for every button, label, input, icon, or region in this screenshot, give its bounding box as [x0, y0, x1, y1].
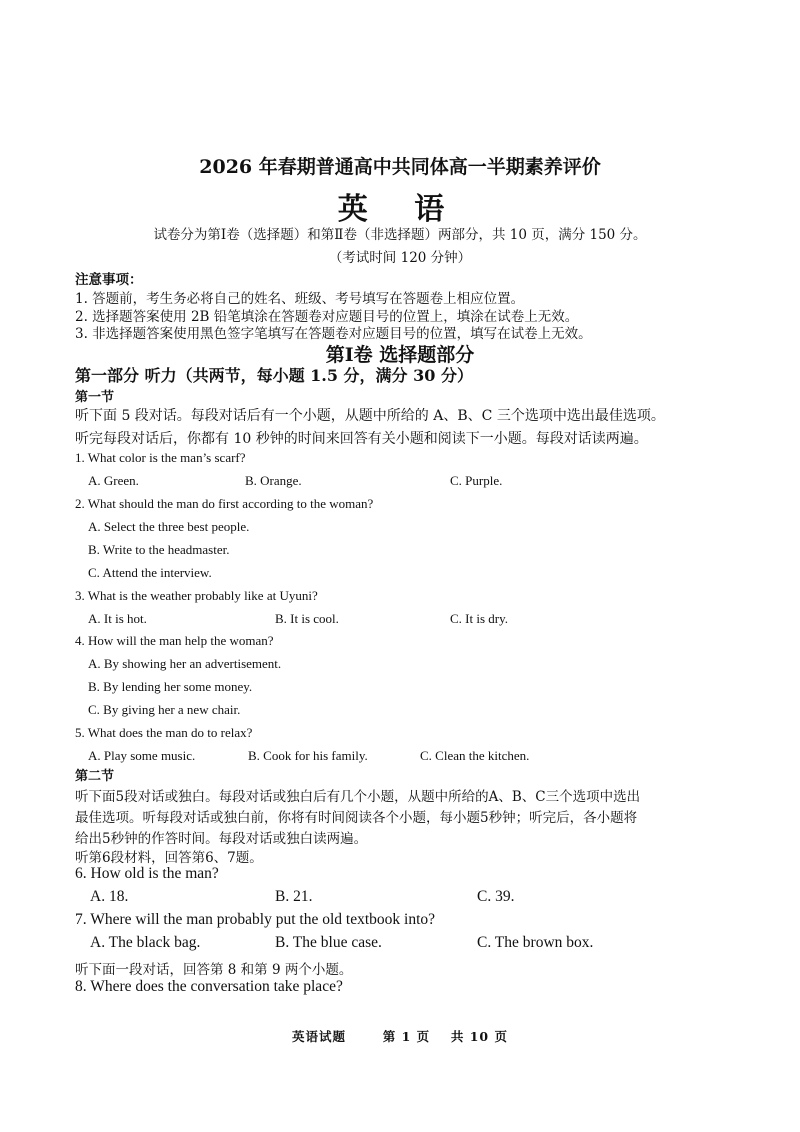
material-7-instruction: 听下面一段对话，回答第 8 和第 9 两个小题。	[75, 962, 353, 978]
section1-title: 第一节	[75, 390, 115, 405]
question-7-stem: 7. Where will the man probably put the old textbook into?	[75, 911, 436, 928]
question-6-stem: 6. How old is the man?	[75, 865, 219, 882]
question-6-option-c: C. 39.	[477, 888, 515, 905]
footer-page-number: 第 1 页	[382, 1029, 431, 1044]
question-4-option-a: A. By showing her an advertisement.	[88, 656, 282, 671]
question-1-stem: 1. What color is the man’s scarf?	[75, 450, 246, 465]
question-7-option-c: C. The brown box.	[477, 934, 594, 951]
section2-instruction: 给出5秒钟的作答时间。每段对话或独白读两遍。	[75, 831, 368, 847]
exam-duration: （考试时间 120 分钟）	[328, 250, 472, 266]
note-item: 2. 选择题答案使用 2B 铅笔填涂在答题卷对应题目号的位置上，填涂在试卷上无效。	[75, 309, 579, 325]
question-3-option-c: C. It is dry.	[450, 611, 509, 626]
question-1-option-c: C. Purple.	[450, 473, 503, 488]
section1-instruction: 听下面 5 段对话。每段对话后有一个小题，从题中所给的 A、B、C 三个选项中选出最佳选项。	[75, 408, 665, 424]
question-7-option-a: A. The black bag.	[90, 934, 201, 951]
note-item: 1. 答题前，考生务必将自己的姓名、班级、考号填写在答题卷上相应位置。	[75, 291, 525, 307]
question-6-option-a: A. 18.	[90, 888, 129, 905]
question-5-option-b: B. Cook for his family.	[248, 748, 368, 763]
question-8-stem: 8. Where does the conversation take place?	[75, 978, 343, 995]
question-2-stem: 2. What should the man do first according to the woman?	[75, 496, 374, 511]
volume1-title: 第Ⅰ卷 选择题部分	[325, 344, 475, 366]
question-2-option-c: C. Attend the interview.	[88, 565, 212, 580]
question-3-option-b: B. It is cool.	[275, 611, 339, 626]
material-6-instruction: 听第6段材料，回答第6、7题。	[75, 850, 263, 866]
question-6-option-b: B. 21.	[275, 888, 313, 905]
exam-title: 2026 年春期普通高中共同体高一半期素养评价	[199, 156, 601, 178]
question-4-stem: 4. How will the man help the woman?	[75, 633, 274, 648]
subject-title: 英 语	[337, 192, 463, 227]
question-2-option-b: B. Write to the headmaster.	[88, 542, 230, 557]
question-5-option-a: A. Play some music.	[88, 748, 196, 763]
footer-total-pages: 共 10 页	[450, 1029, 508, 1044]
paper-description: 试卷分为第Ⅰ卷（选择题）和第Ⅱ卷（非选择题）两部分，共 10 页，满分 150 分。	[153, 227, 647, 243]
question-4-option-b: B. By lending her some money.	[88, 679, 253, 694]
question-5-stem: 5. What does the man do to relax?	[75, 725, 253, 740]
section2-instruction: 最佳选项。听每段对话或独白前，你将有时间阅读各个小题，每小题5秒钟；听完后，各小题将	[75, 810, 638, 826]
footer-label: 英语试题	[292, 1029, 347, 1044]
section2-instruction: 听下面5段对话或独白。每段对话或独白后有几个小题，从题中所给的A、B、C三个选项中选出	[75, 789, 641, 805]
question-3-option-a: A. It is hot.	[88, 611, 147, 626]
question-2-option-a: A. Select the three best people.	[88, 519, 250, 534]
question-4-option-c: C. By giving her a new chair.	[88, 702, 241, 717]
section1-instruction: 听完每段对话后，你都有 10 秒钟的时间来回答有关小题和阅读下一小题。每段对话读两遍。	[75, 431, 648, 447]
question-5-option-c: C. Clean the kitchen.	[420, 748, 530, 763]
part1-title: 第一部分 听力（共两节，每小题 1.5 分，满分 30 分）	[75, 366, 473, 385]
question-7-option-b: B. The blue case.	[275, 934, 382, 951]
question-1-option-b: B. Orange.	[245, 473, 302, 488]
question-3-stem: 3. What is the weather probably like at Uyuni?	[75, 588, 318, 603]
section2-title: 第二节	[75, 769, 115, 784]
note-item: 3. 非选择题答案使用黑色签字笔填写在答题卷对应题目号的位置，填写在试卷上无效。	[75, 326, 592, 342]
notes-title: 注意事项：	[75, 272, 143, 288]
question-1-option-a: A. Green.	[88, 473, 139, 488]
page-footer	[0, 1027, 800, 1045]
